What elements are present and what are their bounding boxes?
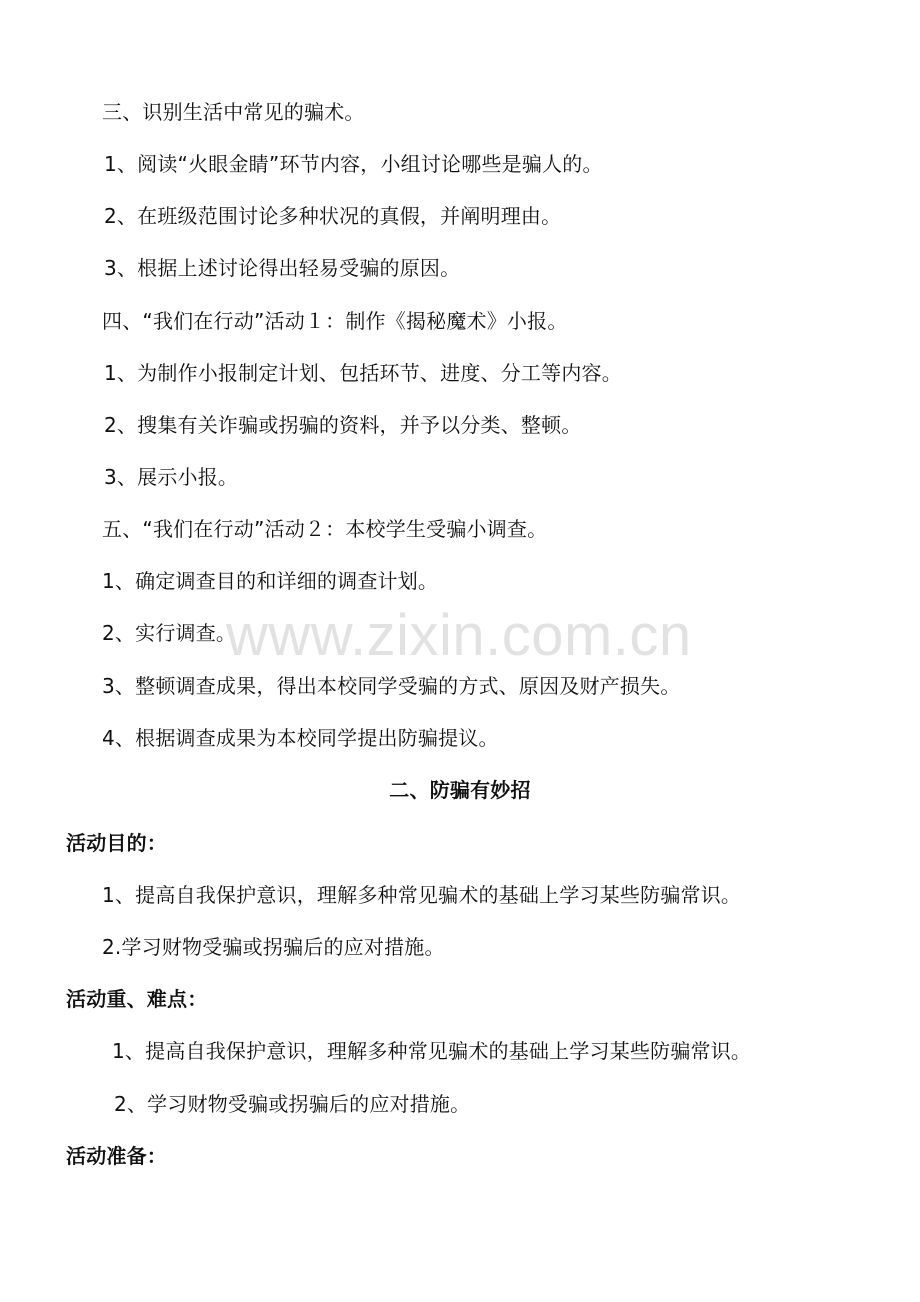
goal-item-2: 2.学习财物受骗或拐骗后的应对措施。	[102, 935, 445, 959]
prep-label: 活动准备：	[66, 1144, 167, 1168]
goal-item-1: 1、提高自我保护意识，理解多种常见骗术的基础上学习某些防骗常识。	[102, 883, 742, 907]
part2-title: 二、防骗有妙招	[389, 778, 531, 802]
section5-item-1: 1、确定调查目的和详细的调查计划。	[102, 569, 439, 593]
section4-item-1: 1、为制作小报制定计划、包括环节、进度、分工等内容。	[104, 361, 622, 385]
keypoints-item-1: 1、提高自我保护意识，理解多种常见骗术的基础上学习某些防骗常识。	[112, 1039, 752, 1063]
section4-item-2: 2、搜集有关诈骗或拐骗的资料，并予以分类、整顿。	[104, 413, 582, 437]
keypoints-item-2: 2、学习财物受骗或拐骗后的应对措施。	[114, 1092, 471, 1116]
section3-item-2: 2、在班级范围讨论多种状况的真假，并阐明理由。	[104, 204, 562, 228]
section3-item-3: 3、根据上述讨论得出轻易受骗的原因。	[104, 256, 461, 280]
section5-item-3: 3、整顿调查成果，得出本校同学受骗的方式、原因及财产损失。	[102, 674, 681, 698]
section4-item-3: 3、展示小报。	[104, 465, 239, 489]
section5-item-2: 2、实行调查。	[102, 621, 237, 645]
keypoints-label: 活动重、难点：	[66, 987, 208, 1011]
section5-item-4: 4、根据调查成果为本校同学提出防骗提议。	[102, 726, 499, 750]
goal-label: 活动目的：	[66, 831, 167, 855]
section3-item-1: 1、阅读“火眼金睛”环节内容，小组讨论哪些是骗人的。	[104, 152, 603, 176]
section5-heading: 五、“我们在行动”活动２：本校学生受骗小调查。	[102, 517, 548, 541]
section3-heading: 三、识别生活中常见的骗术。	[102, 100, 365, 124]
watermark-text: www.zixin.com.cn	[226, 603, 692, 668]
section4-heading: 四、“我们在行动”活动１：制作《揭秘魔术》小报。	[102, 309, 568, 333]
